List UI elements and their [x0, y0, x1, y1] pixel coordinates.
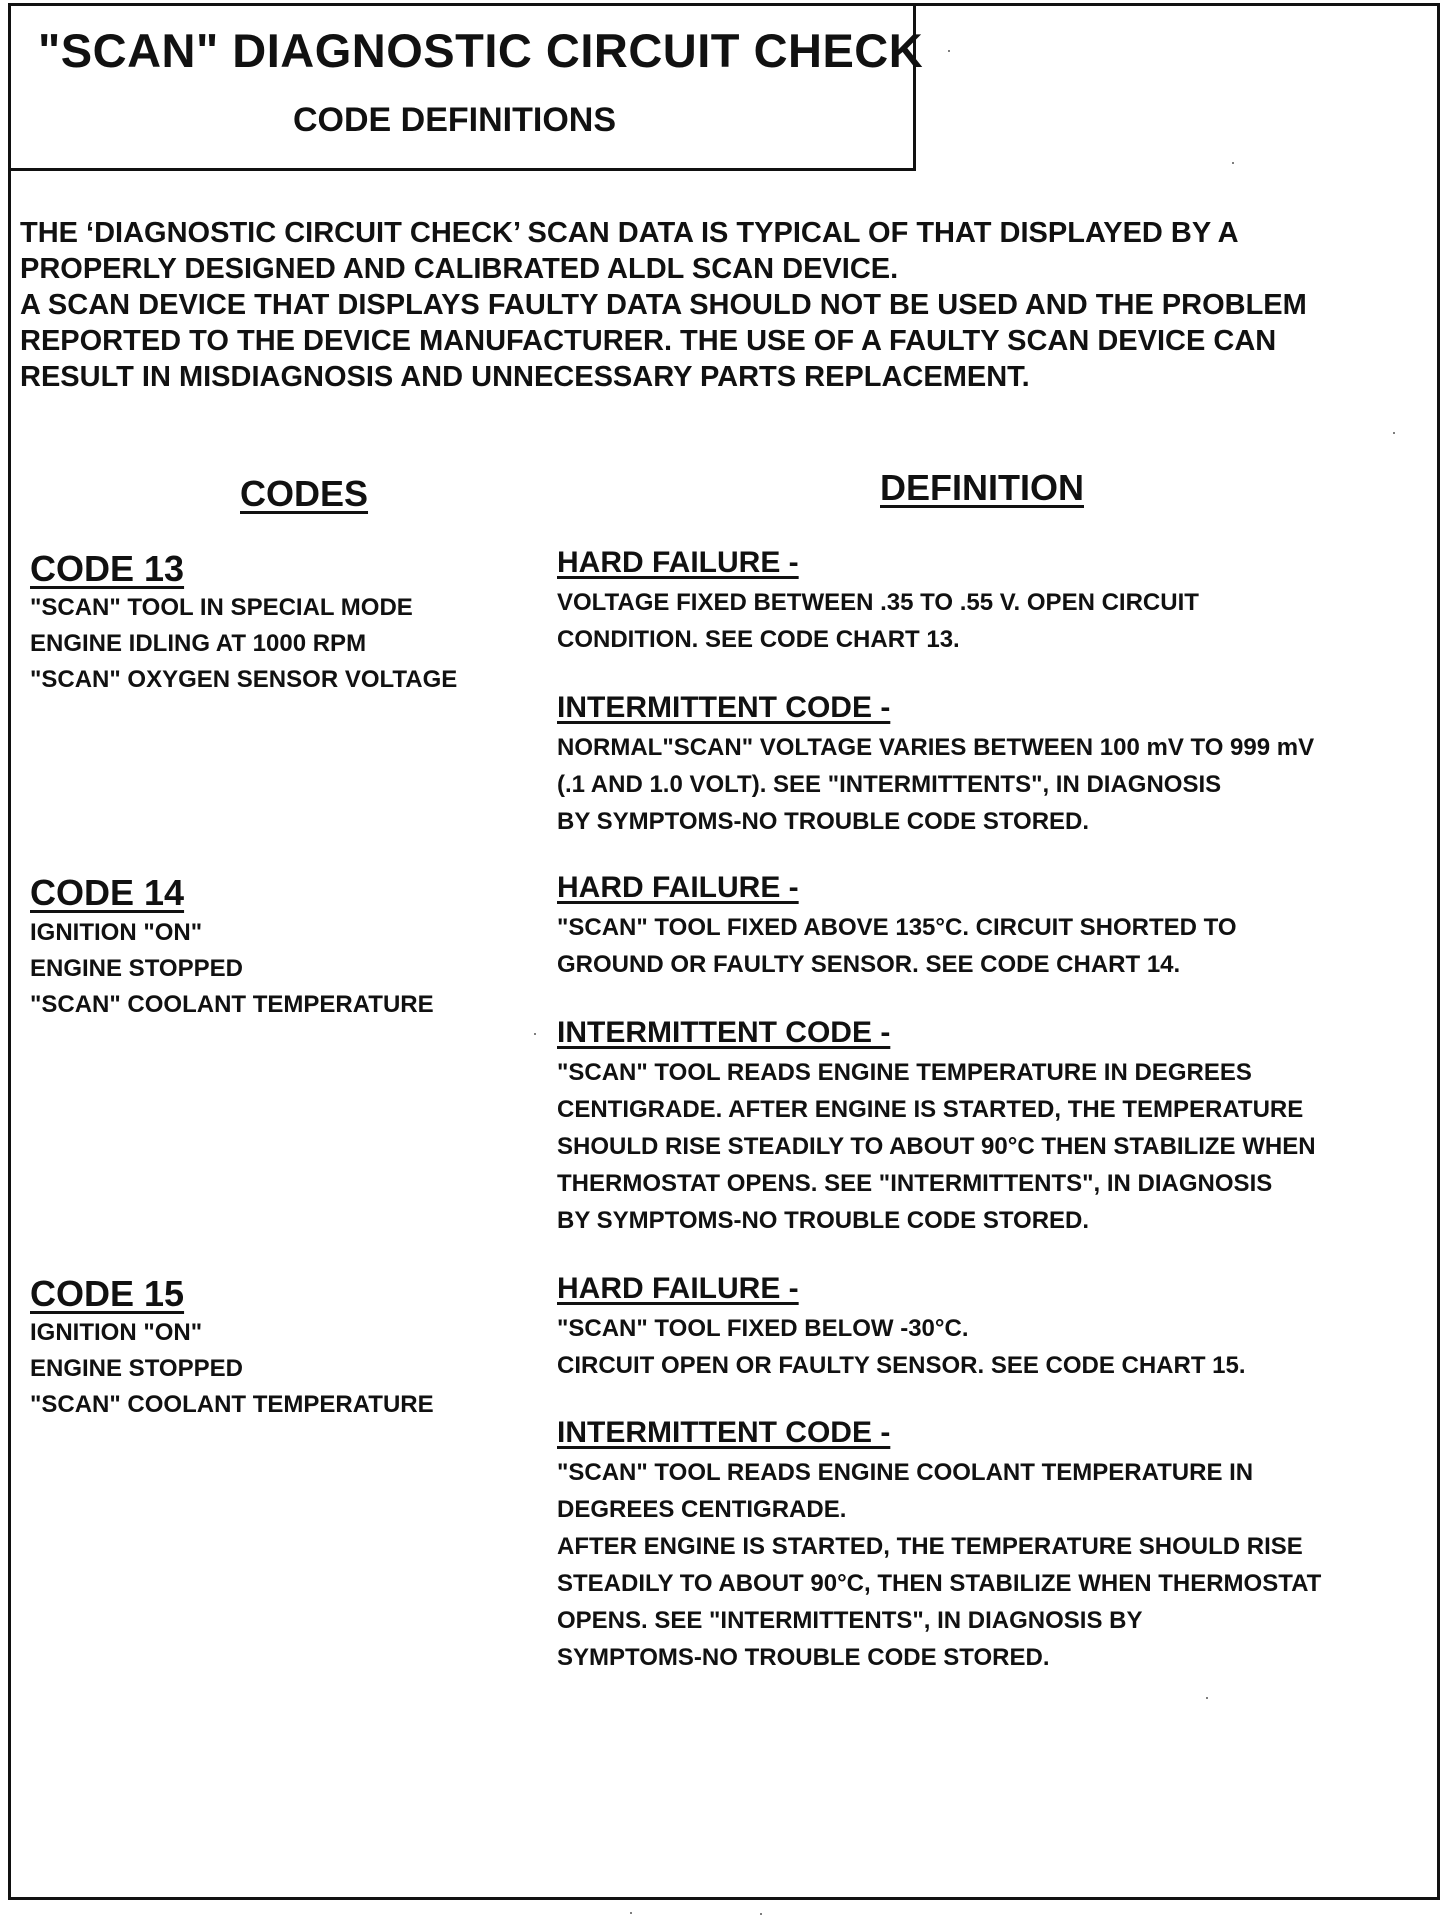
- code-15-hard-failure-text: [557, 1310, 1246, 1384]
- definition-line: OPENS. SEE "INTERMITTENTS", IN DIAGNOSIS BY: [557, 1607, 1143, 1634]
- definition-line: "SCAN" TOOL FIXED ABOVE 135°C. CIRCUIT SHORTED TO: [557, 914, 1237, 941]
- code-15-intermittent-heading: INTERMITTENT CODE -: [557, 1416, 891, 1449]
- code-15-title: CODE 15: [30, 1273, 185, 1314]
- page-title: "SCAN" DIAGNOSTIC CIRCUIT CHECK: [38, 24, 924, 77]
- code-14-intermittent-text: [557, 1054, 1316, 1239]
- definition-line: "SCAN" TOOL READS ENGINE TEMPERATURE IN DEGREES: [557, 1059, 1252, 1086]
- condition-line: ENGINE STOPPED: [30, 1355, 243, 1382]
- definition-line: (.1 AND 1.0 VOLT). SEE "INTERMITTENTS", IN DIAGNOSIS: [557, 771, 1222, 798]
- title-box: [8, 3, 924, 171]
- code-14-title: CODE 14: [30, 872, 185, 913]
- intro-line: RESULT IN MISDIAGNOSIS AND UNNECESSARY PARTS REPLACEMENT.: [20, 361, 1030, 393]
- condition-line: "SCAN" COOLANT TEMPERATURE: [30, 991, 434, 1018]
- code-13-hard-failure-text: [557, 584, 1199, 658]
- condition-line: IGNITION "ON": [30, 1319, 203, 1346]
- scan-speck: [1232, 162, 1234, 164]
- definition-line: CONDITION. SEE CODE CHART 13.: [557, 626, 960, 653]
- code-13-title: CODE 13: [30, 548, 185, 589]
- definition-line: DEGREES CENTIGRADE.: [557, 1496, 847, 1523]
- condition-line: ENGINE STOPPED: [30, 955, 243, 982]
- code-15-conditions: [30, 1315, 434, 1423]
- condition-line: IGNITION "ON": [30, 919, 203, 946]
- scan-speck: [760, 1913, 762, 1915]
- intro-line: A SCAN DEVICE THAT DISPLAYS FAULTY DATA SHOULD NOT BE USED AND THE PROBLEM: [20, 289, 1307, 321]
- definition-line: GROUND OR FAULTY SENSOR. SEE CODE CHART 14.: [557, 951, 1181, 978]
- code-15-intermittent-text: [557, 1454, 1321, 1676]
- codes-column-heading: CODES: [240, 473, 369, 514]
- definition-line: STEADILY TO ABOUT 90°C, THEN STABILIZE WHEN THERMOSTAT: [557, 1570, 1322, 1597]
- code-15-hard-failure-heading: HARD FAILURE -: [557, 1272, 799, 1305]
- definition-line: AFTER ENGINE IS STARTED, THE TEMPERATURE SHOULD RISE: [557, 1533, 1303, 1560]
- scan-speck: [1393, 432, 1395, 434]
- definition-line: NORMAL"SCAN" VOLTAGE VARIES BETWEEN 100 mV TO 999 mV: [557, 734, 1315, 761]
- scan-speck: [1206, 1697, 1208, 1699]
- condition-line: ENGINE IDLING AT 1000 RPM: [30, 630, 367, 657]
- code-14-hard-failure-heading: HARD FAILURE -: [557, 871, 799, 904]
- definition-line: BY SYMPTOMS-NO TROUBLE CODE STORED.: [557, 1207, 1090, 1234]
- intro-line: PROPERLY DESIGNED AND CALIBRATED ALDL SCAN DEVICE.: [20, 253, 899, 285]
- code-14-hard-failure-text: [557, 909, 1237, 983]
- scan-speck: [948, 50, 950, 52]
- scan-speck: [534, 1033, 536, 1035]
- code-13-hard-failure-heading: HARD FAILURE -: [557, 546, 799, 579]
- definition-line: "SCAN" TOOL READS ENGINE COOLANT TEMPERATURE IN: [557, 1459, 1254, 1486]
- intro-line: REPORTED TO THE DEVICE MANUFACTURER. THE USE OF A FAULTY SCAN DEVICE CAN: [20, 325, 1277, 357]
- page-subtitle: CODE DEFINITIONS: [293, 101, 617, 139]
- code-14-intermittent-heading: INTERMITTENT CODE -: [557, 1016, 891, 1049]
- definition-line: SHOULD RISE STEADILY TO ABOUT 90°C THEN STABILIZE WHEN: [557, 1133, 1316, 1160]
- condition-line: "SCAN" OXYGEN SENSOR VOLTAGE: [30, 666, 458, 693]
- definition-line: CENTIGRADE. AFTER ENGINE IS STARTED, THE TEMPERATURE: [557, 1096, 1304, 1123]
- code-13-intermittent-heading: INTERMITTENT CODE -: [557, 691, 891, 724]
- intro-line: THE ‘DIAGNOSTIC CIRCUIT CHECK’ SCAN DATA IS TYPICAL OF THAT DISPLAYED BY A: [20, 217, 1239, 249]
- scan-speck: [630, 1912, 632, 1914]
- code-14-conditions: [30, 915, 434, 1023]
- definition-line: SYMPTOMS-NO TROUBLE CODE STORED.: [557, 1644, 1050, 1671]
- definition-column-heading: DEFINITION: [880, 467, 1084, 508]
- code-13-intermittent-text: [557, 729, 1314, 840]
- code-13-conditions: [30, 590, 457, 698]
- definition-line: VOLTAGE FIXED BETWEEN .35 TO .55 V. OPEN CIRCUIT: [557, 589, 1199, 616]
- intro-paragraph: [20, 215, 1430, 395]
- condition-line: "SCAN" TOOL IN SPECIAL MODE: [30, 594, 413, 621]
- definition-line: "SCAN" TOOL FIXED BELOW -30°C.: [557, 1315, 969, 1342]
- condition-line: "SCAN" COOLANT TEMPERATURE: [30, 1391, 434, 1418]
- definition-line: BY SYMPTOMS-NO TROUBLE CODE STORED.: [557, 808, 1090, 835]
- definition-line: CIRCUIT OPEN OR FAULTY SENSOR. SEE CODE CHART 15.: [557, 1352, 1246, 1379]
- definition-line: THERMOSTAT OPENS. SEE "INTERMITTENTS", IN DIAGNOSIS: [557, 1170, 1273, 1197]
